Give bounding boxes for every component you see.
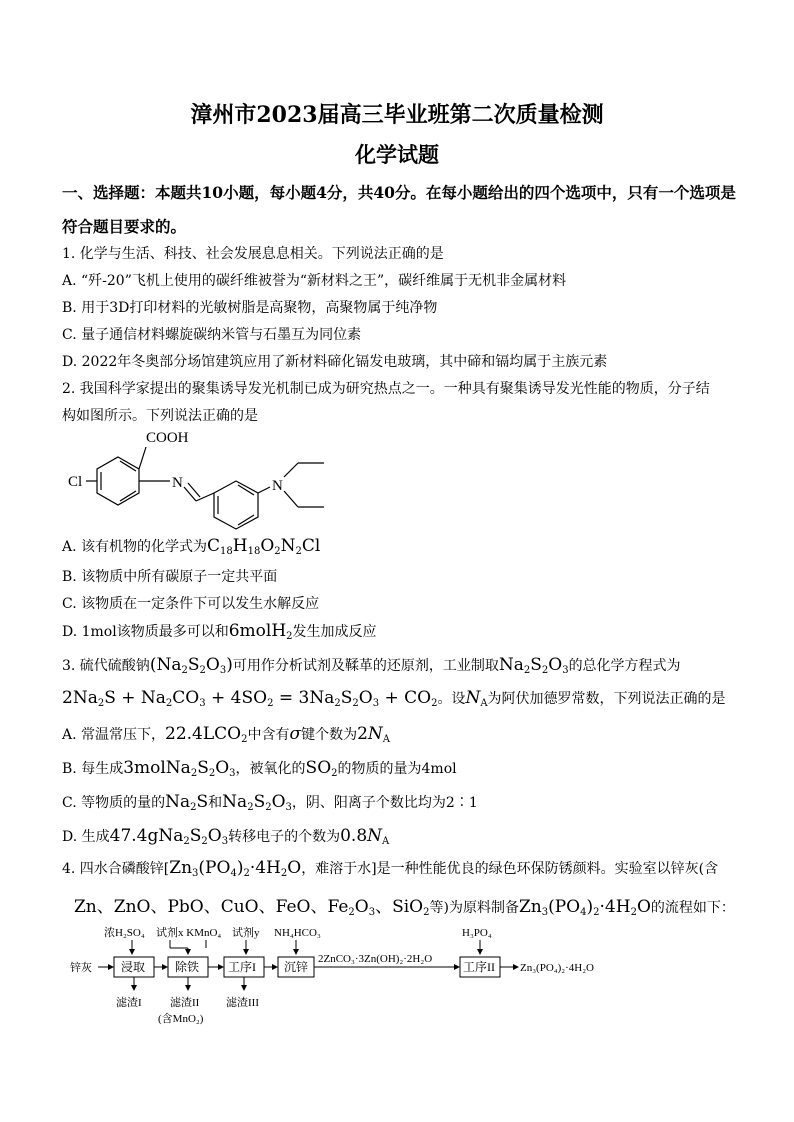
q1-option-c: C. 量子通信材料螺旋碳纳米管与石墨互为同位素: [62, 327, 362, 343]
q3-stem-line2: $2Na_2S + Na_2CO_3 + 4SO_2 = 3Na_2S_2O_3 + CO_2$。设$N_A$为阿伏加德罗常数，下列说法正确的是: [62, 688, 726, 709]
q3-option-a: A. 常温常压下，$22.4LCO_2$中含有σ键个数为$2N_A$: [62, 724, 391, 745]
molecule-structure: [62, 425, 362, 530]
q2-option-c: C. 该物质在一定条件下可以发生水解反应: [62, 596, 320, 612]
reagent-4: NH₄HCO₃: [274, 927, 321, 939]
q1-option-b: B. 用于3D打印材料的光敏树脂是高聚物，高聚物属于纯净物: [62, 300, 438, 316]
flow-start: 锌灰: [70, 962, 92, 974]
flow-step-4[interactable]: 沉锌: [284, 960, 309, 974]
q1-option-d: D. 2022年冬奥部分场馆建筑应用了新材料碲化镉发电玻璃，其中碲和镉均属于主族元素: [62, 354, 608, 370]
reagent-1: 浓H₂SO₄: [104, 927, 145, 939]
q4-stem-line2: Zn、ZnO、PbO、CuO、FeO、$Fe_2O_3$、SiO$_2$等)为原料制备$Zn_3(PO_4)_2\cdot 4H_2O$的流程如下：: [74, 897, 735, 918]
residue-2-note: (含MnO₂): [158, 1013, 204, 1025]
reagent-3: 试剂y: [232, 927, 260, 939]
flow-step-1[interactable]: 浸取: [121, 960, 146, 974]
q1-stem: 1. 化学与生活、科技、社会发展息息相关。下列说法正确的是: [62, 246, 444, 262]
mol-label-n1: N: [172, 475, 183, 491]
q3-option-d: D. 生成$47.4gNa_2S_2O_3$转移电子的个数为$0.8N_A$: [62, 826, 390, 847]
residue-3: 滤渣III: [226, 997, 259, 1009]
q3-option-b: B. 每生成$3molNa_2S_2O_3$，被氧化的$SO_2$的物质的量为4mol: [62, 758, 457, 779]
q4-stem-line1: 4. 四水合磷酸锌[$Zn_3(PO_4)_2\cdot 4H_2O$，难溶于水]是一种性能优良的绿色环保防锈颜料。实验室以锌灰(含: [62, 858, 719, 879]
process-flowchart: [70, 922, 690, 1032]
q2-stem-line2: 构如图所示。下列说法正确的是: [62, 408, 258, 424]
residue-1: 滤渣I: [116, 997, 142, 1009]
q2-option-b: B. 该物质中所有碳原子一定共平面: [62, 569, 278, 585]
q2-option-d: D. 1mol该物质最多可以和6molH$_2$发生加成反应: [62, 621, 377, 642]
q3-option-c: C. 等物质的量的$Na_2S$和$Na_2S_2O_3$，阴、阳离子个数比均为2∶1: [62, 792, 478, 813]
reagent-5: H₃PO₄: [462, 927, 492, 939]
flow-step-3[interactable]: 工序I: [228, 960, 256, 974]
q1-option-a: A. “歼-20”飞机上使用的碳纤维被誉为“新材料之王”，碳纤维属于无机非金属材料: [62, 273, 567, 289]
flow-product: Zn₃(PO₄)₂·4H₂O: [520, 962, 594, 974]
flow-step-5[interactable]: 工序II: [463, 960, 495, 974]
q2-option-a: A. 该有机物的化学式为$C_{18}H_{18}O_2N_2Cl$: [62, 536, 321, 557]
residue-2: 滤渣II: [170, 997, 200, 1009]
q3-stem-line1: 3. 硫代硫酸钠$(Na_2S_2O_3)$可用作分析试剂及鞣革的还原剂，工业制取$Na_2S_2O_3$的总化学方程式为: [62, 655, 681, 676]
exam-title: 漳州市2023届高三毕业班第二次质量检测: [190, 102, 604, 128]
section-heading: 一、选择题：本题共10小题，每小题4分，共40分。在每小题给出的四个选项中，只有一个选项是符合题目要求的。: [62, 183, 736, 236]
reagent-2: 试剂x KMnO₄: [156, 927, 222, 939]
mol-label-cooh: COOH: [146, 430, 189, 446]
q2-stem-line1: 2. 我国科学家提出的聚集诱导发光机制已成为研究热点之一。一种具有聚集诱导发光性能的物质，分子结: [62, 381, 710, 397]
flow-intermediate: 2ZnCO₃·3Zn(OH)₂·2H₂O: [318, 953, 433, 965]
mol-label-n2: N: [272, 478, 283, 494]
mol-label-cl: Cl: [68, 474, 83, 490]
exam-subject: 化学试题: [355, 142, 439, 167]
flow-step-2[interactable]: 除铁: [175, 960, 200, 974]
